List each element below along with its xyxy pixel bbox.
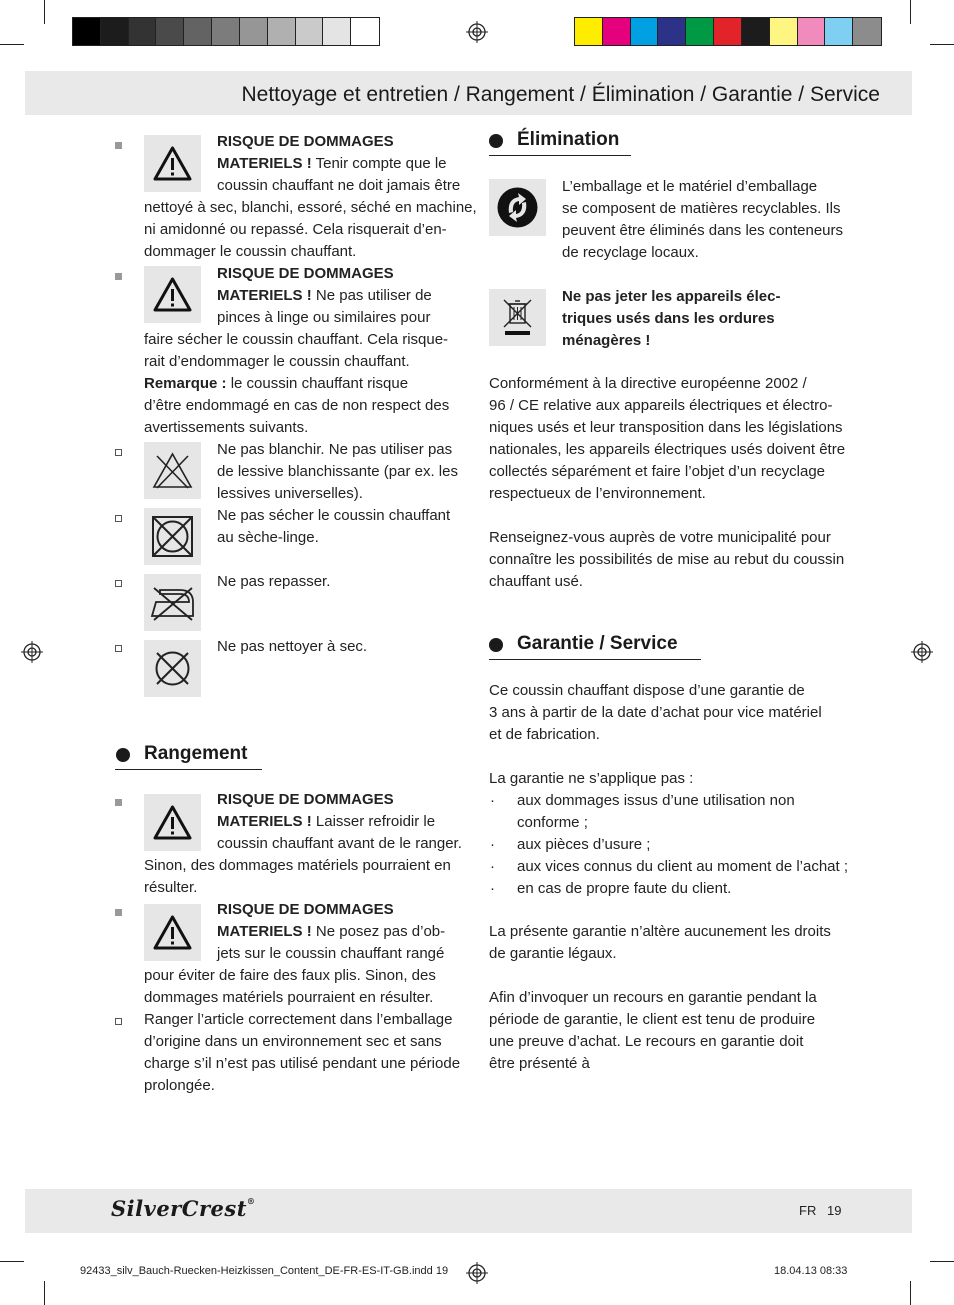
care-text: Ne pas nettoyer à sec. [217, 638, 368, 655]
directive-text: niques usés et leur transposition dans les législations [489, 419, 843, 436]
warning-text: MATERIELS ! Ne posez pas d’ob- [217, 923, 446, 940]
care-text: au sèche-linge. [217, 529, 319, 546]
color-swatch [575, 18, 603, 45]
gray-swatch [323, 18, 351, 45]
gray-swatch [156, 18, 184, 45]
section-bullet [489, 134, 503, 148]
crop-mark [910, 0, 911, 24]
gray-swatch [101, 18, 129, 45]
section-bullet [489, 638, 503, 652]
registration-mark-icon [21, 641, 43, 663]
care-text: Ne pas blanchir. Ne pas utiliser pas [217, 441, 453, 458]
warning-text: coussin chauffant ne doit jamais être [217, 177, 461, 194]
color-swatch [742, 18, 770, 45]
language-code: FR [799, 1203, 817, 1218]
page-number: 19 [827, 1203, 842, 1218]
warning-text: pour éviter de faire des faux plis. Sinon, des [144, 967, 436, 984]
list-item: aux pièces d’usure ; [517, 836, 651, 853]
color-swatch [631, 18, 659, 45]
crop-mark [910, 1281, 911, 1305]
warranty-legal-text: de garantie légaux. [489, 945, 617, 962]
crop-mark [44, 0, 45, 24]
color-swatch [770, 18, 798, 45]
warranty-text: Ce coussin chauffant dispose d’une garantie de [489, 682, 805, 699]
warning-text: jets sur le coussin chauffant rangé [217, 945, 445, 962]
packaging-text: peuvent être éliminés dans les conteneurs [562, 222, 844, 239]
warranty-claim-text: être présenté à [489, 1055, 590, 1072]
warning-text: dommager le coussin chauffant. [144, 243, 357, 260]
weee-warning-text: triques usés dans les ordures [562, 310, 775, 327]
storage-text: charge s’il n’est pas utilisé pendant une période [144, 1055, 461, 1072]
care-text: de lessive blanchissante (par ex. les [217, 463, 458, 480]
list-bullet: · [490, 880, 495, 897]
packaging-text: de recyclage locaux. [562, 244, 699, 261]
section-underline [489, 659, 701, 660]
color-swatch [603, 18, 631, 45]
section-underline [489, 155, 631, 156]
warranty-claim-text: Afin d’invoquer un recours en garantie pendant la [489, 989, 817, 1006]
crop-mark [44, 1281, 45, 1305]
gray-swatch [73, 18, 101, 45]
crop-mark [930, 44, 954, 45]
crop-mark [0, 44, 24, 45]
color-swatch [686, 18, 714, 45]
note-text: d’être endommagé en cas de non respect des [144, 397, 450, 414]
warning-text: RISQUE DE DOMMAGES [217, 133, 394, 150]
directive-text: collectés séparément et faire l’objet d’un recyclage [489, 463, 826, 480]
weee-warning-text: Ne pas jeter les appareils élec- [562, 288, 781, 305]
warning-text: MATERIELS ! Tenir compte que le [217, 155, 447, 172]
municipality-text: Renseignez-vous auprès de votre municipalité pour [489, 529, 831, 546]
no-bleach-icon [144, 442, 201, 499]
packaging-text: L’emballage et le matériel d’emballage [562, 178, 818, 195]
color-swatch [853, 18, 881, 45]
bullet [115, 1018, 122, 1025]
warning-icon [144, 904, 201, 961]
bullet [115, 909, 122, 916]
bullet [115, 645, 122, 652]
list-bullet: · [490, 792, 495, 809]
warranty-claim-text: période de garantie, le client est tenu de produire [489, 1011, 816, 1028]
warning-icon [144, 794, 201, 851]
weee-warning-text: ménagères ! [562, 332, 651, 349]
bullet [115, 799, 122, 806]
packaging-text: se composent de matières recyclables. Ils [562, 200, 841, 217]
bullet [115, 515, 122, 522]
gray-swatch [212, 18, 240, 45]
warning-text: RISQUE DE DOMMAGES [217, 791, 394, 808]
warranty-exclusions-intro: La garantie ne s’applique pas : [489, 770, 694, 787]
warning-text: résulter. [144, 879, 198, 896]
list-item: en cas de propre faute du client. [517, 880, 732, 897]
warning-text: RISQUE DE DOMMAGES [217, 901, 394, 918]
warning-text: Sinon, des dommages matériels pourraient en [144, 857, 451, 874]
gray-swatch [184, 18, 212, 45]
bullet [115, 142, 122, 149]
storage-text: d’origine dans un environnement sec et sans [144, 1033, 442, 1050]
municipality-text: connaître les possibilités de mise au rebut du coussin [489, 551, 845, 568]
gray-swatch [129, 18, 157, 45]
directive-text: Conformément à la directive européenne 2002 / [489, 375, 807, 392]
bullet [115, 580, 122, 587]
list-item: aux dommages issus d’une utilisation non [517, 792, 795, 809]
bullet [115, 449, 122, 456]
no-dry-clean-icon [144, 640, 201, 697]
list-item: aux vices connus du client au moment de l’achat ; [517, 858, 849, 875]
warning-text: nettoyé à sec, blanchi, essoré, séché en machine, [144, 199, 477, 216]
color-swatch [798, 18, 826, 45]
section-underline [115, 769, 262, 770]
warning-text: ni amidonné ou repassé. Cela risquerait d’en- [144, 221, 447, 238]
list-bullet: · [490, 858, 495, 875]
color-swatch [714, 18, 742, 45]
gray-swatch [296, 18, 324, 45]
gray-swatch [268, 18, 296, 45]
storage-text: Ranger l’article correctement dans l’emballage [144, 1011, 453, 1028]
color-swatch [825, 18, 853, 45]
directive-text: respectueux de l’environnement. [489, 485, 706, 502]
weee-crossed-bin-icon [489, 289, 546, 346]
no-tumble-dry-icon [144, 508, 201, 565]
warranty-text: et de fabrication. [489, 726, 600, 743]
directive-text: 96 / CE relative aux appareils électriques et électro- [489, 397, 833, 414]
directive-text: nationales, les appareils électriques usés doivent être [489, 441, 846, 458]
warning-text: rait d’endommager le coussin chauffant. [144, 353, 410, 370]
note-text: Remarque : le coussin chauffant risque [144, 375, 409, 392]
section-bullet [116, 748, 130, 762]
grayscale-bar [72, 17, 380, 46]
section-heading-rangement: Rangement [144, 743, 248, 764]
warning-text: MATERIELS ! Ne pas utiliser de [217, 287, 432, 304]
section-heading-garantie: Garantie / Service [517, 633, 678, 654]
gray-swatch [351, 18, 379, 45]
warning-text: pinces à linge ou similaires pour [217, 309, 431, 326]
warning-text: coussin chauffant avant de le ranger. [217, 835, 462, 852]
gray-swatch [240, 18, 268, 45]
care-text: Ne pas sécher le coussin chauffant [217, 507, 451, 524]
no-iron-icon [144, 574, 201, 631]
list-item: conforme ; [517, 814, 588, 831]
warning-text: RISQUE DE DOMMAGES [217, 265, 394, 282]
registration-mark-icon [911, 641, 933, 663]
print-date: 18.04.13 08:33 [774, 1265, 848, 1277]
registration-mark-icon [466, 1262, 488, 1284]
municipality-text: chauffant usé. [489, 573, 583, 590]
file-slug: 92433_silv_Bauch-Ruecken-Heizkissen_Content_DE-FR-ES-IT-GB.indd 19 [80, 1265, 449, 1277]
page-title: Nettoyage et entretien / Rangement / Élimination / Garantie / Service [241, 83, 880, 106]
warning-text: dommages matériels pourraient en résulter. [144, 989, 434, 1006]
color-bar [574, 17, 882, 46]
care-text: lessives universelles). [217, 485, 363, 502]
bullet [115, 273, 122, 280]
registration-mark-icon [466, 21, 488, 43]
warning-icon [144, 266, 201, 323]
section-heading-elimination: Élimination [517, 129, 620, 150]
care-text: Ne pas repasser. [217, 573, 331, 590]
recycling-green-dot-icon [489, 179, 546, 236]
warning-icon [144, 135, 201, 192]
color-swatch [658, 18, 686, 45]
warning-text: MATERIELS ! Laisser refroidir le [217, 813, 436, 830]
warranty-legal-text: La présente garantie n’altère aucunement les droits [489, 923, 831, 940]
list-bullet: · [490, 836, 495, 853]
crop-mark [930, 1261, 954, 1262]
note-text: avertissements suivants. [144, 419, 309, 436]
brand-logo: SilverCrest® [111, 1196, 256, 1221]
crop-mark [0, 1261, 24, 1262]
warranty-text: 3 ans à partir de la date d’achat pour vice matériel [489, 704, 822, 721]
warning-text: faire sécher le coussin chauffant. Cela risque- [144, 331, 449, 348]
storage-text: prolongée. [144, 1077, 215, 1094]
warranty-claim-text: une preuve d’achat. Le recours en garantie doit [489, 1033, 804, 1050]
